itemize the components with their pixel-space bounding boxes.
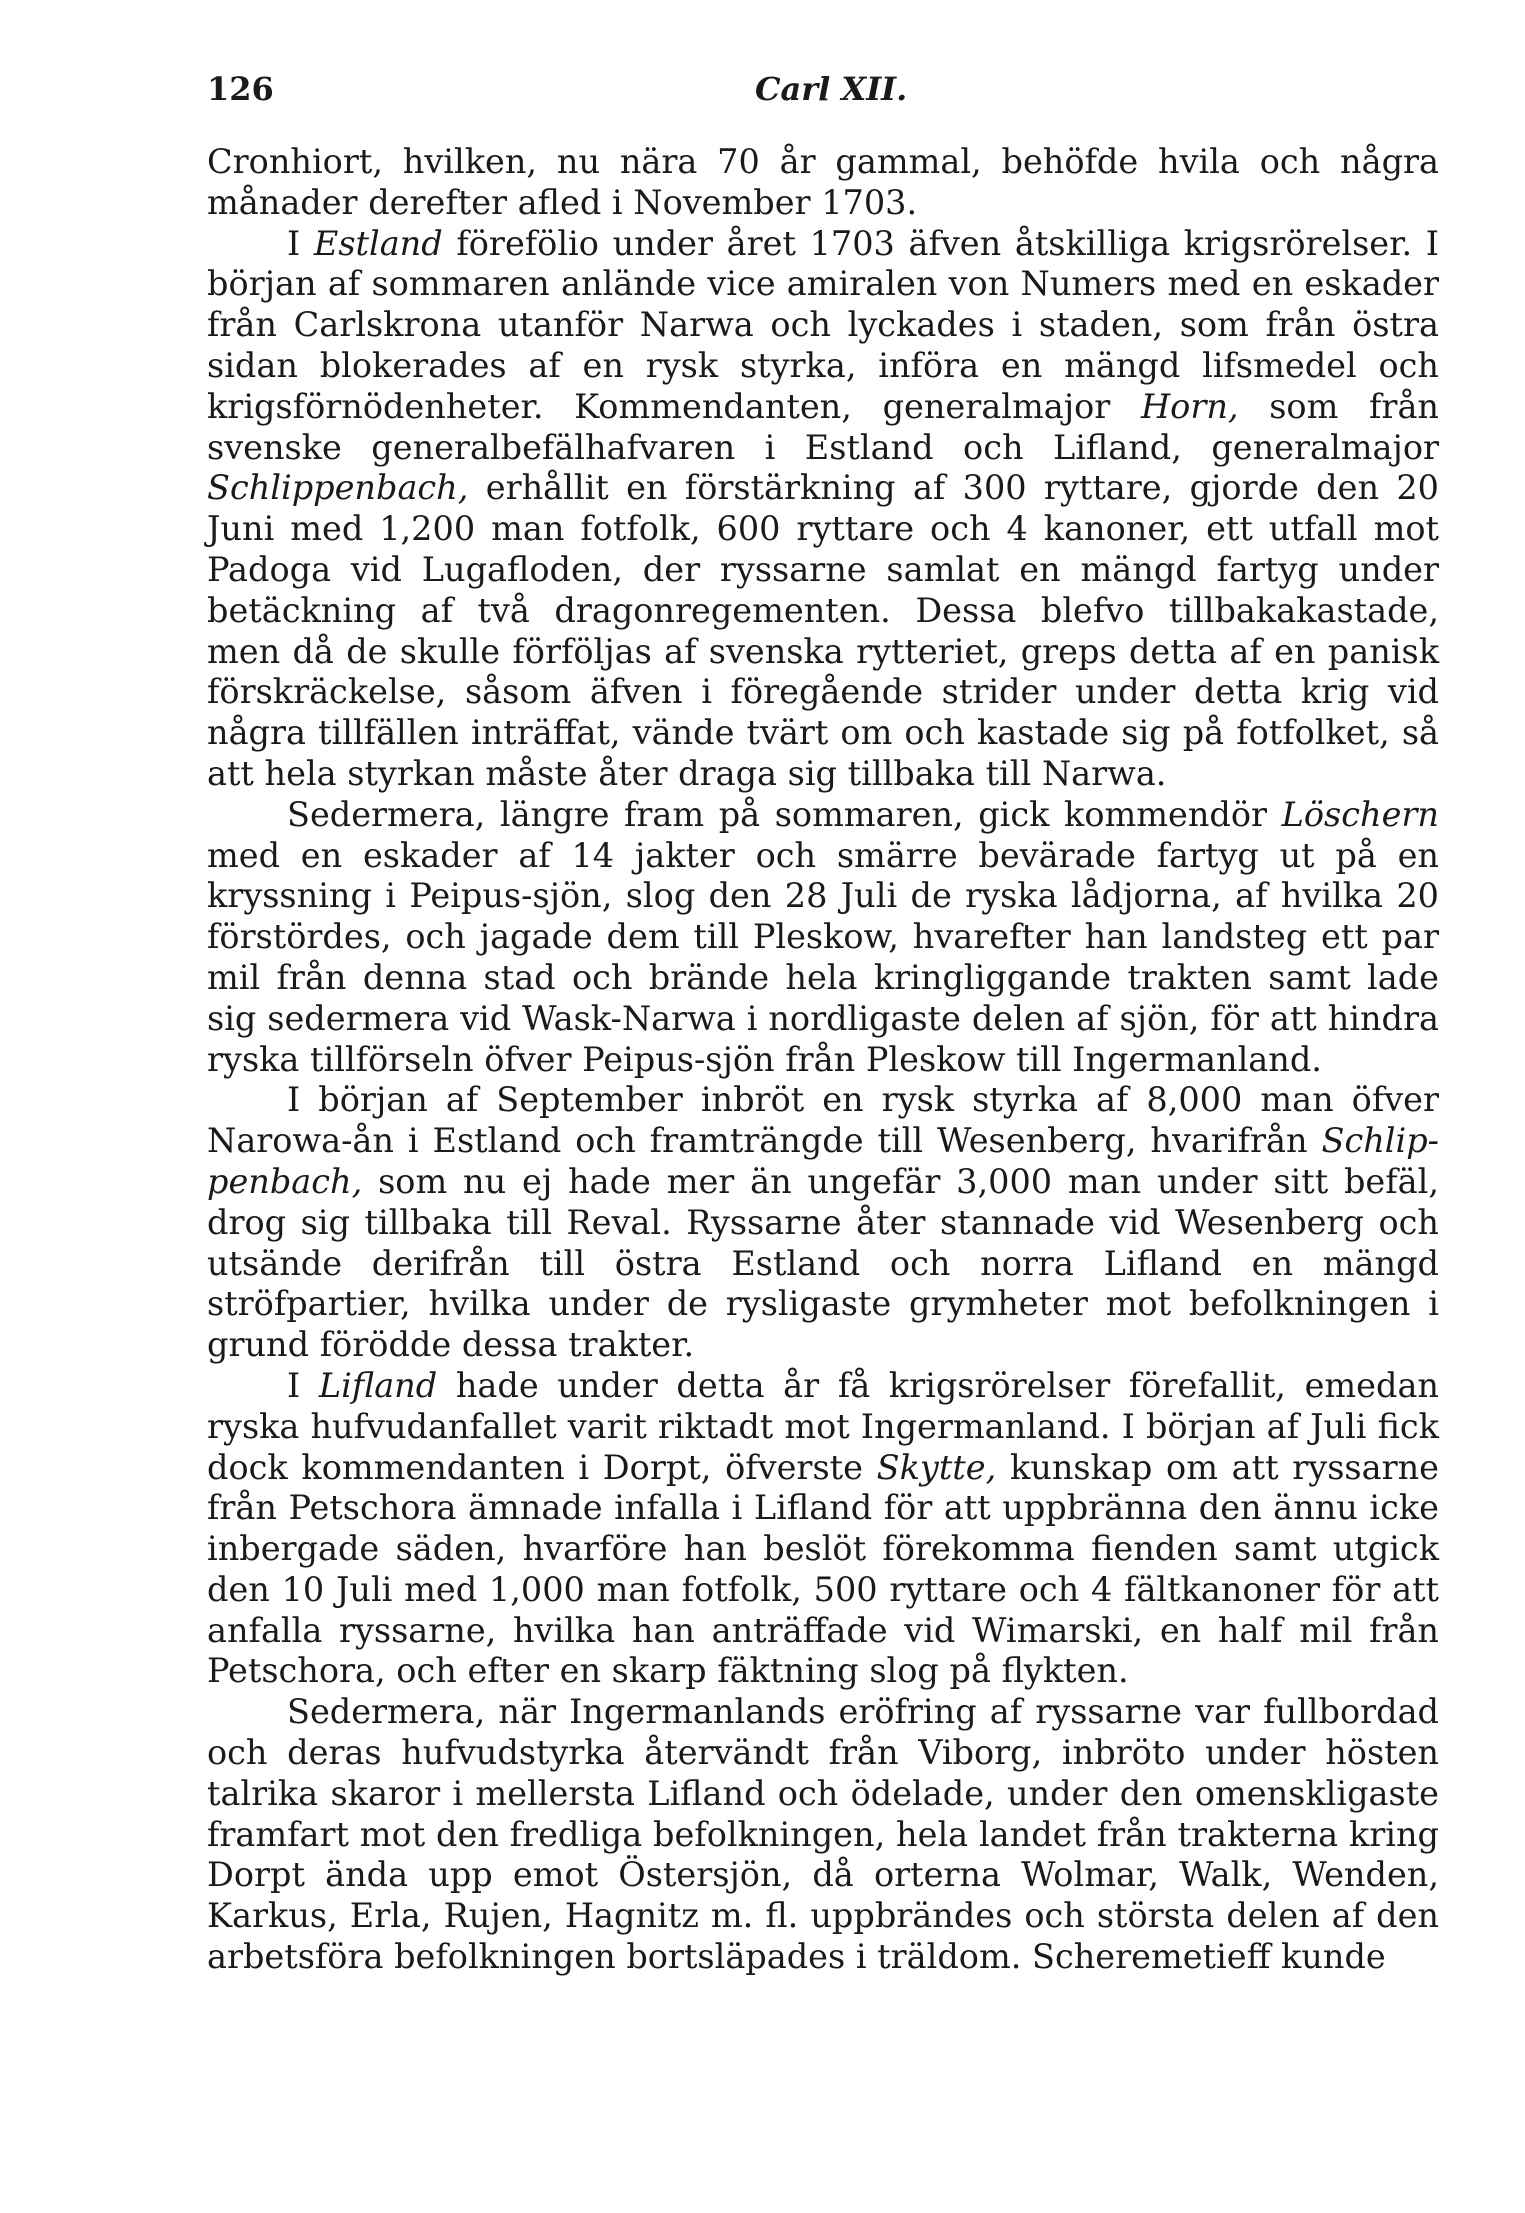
paragraph bbox=[207, 1080, 1439, 1366]
italic-name: Estland bbox=[313, 223, 443, 263]
italic-name: Löschern bbox=[1281, 794, 1439, 834]
paragraph bbox=[207, 795, 1439, 1081]
book-page bbox=[207, 70, 1439, 1978]
text-run: Sedermera, när Ingermanlands eröfring af ryssarne var fullbordad och deras hufvudstyrka återvändt från Viborg, inbröto under hösten talrika skaror i mellersta Lifland och ödelade, under den omenskligaste framfart mot den fredliga befolkningen, hela landet från trakterna kring Dorpt ända upp emot Östersjön, då orterna Wolmar, Walk, Wenden, Karkus, Erla, Rujen, Hagnitz m. fl. uppbrändes och största delen af den arbetsföra befolkningen bortsläpades i träldom. Scheremetieff kunde bbox=[207, 1692, 1439, 1977]
paragraph bbox=[207, 1366, 1439, 1692]
text-run: Sedermera, längre fram på sommaren, gick kommendör bbox=[287, 794, 1282, 834]
page-number: 126 bbox=[207, 70, 274, 108]
text-run: förefölio under året 1703 äfven åtskilliga krigsrörelser. I början af sommaren anlände vice amiralen von Numers med en eskader från Carlskrona utanför Narwa och lyckades i staden, som från östra sidan blokerades af en rysk styrka, införa en mängd lifsmedel och krigsförnödenheter. Kommendanten, generalmajor bbox=[207, 223, 1439, 426]
text-run: som nu ej hade mer än ungefär 3,000 man under sitt befäl, drog sig tillbaka till Reval. Ryssarne åter stannade vid Wesenberg och utsände derifrån till östra Estland och norra Lifland en mängd ströfpartier, hvilka under de rysligaste grymheter mot befolkningen i grund förödde dessa trakter. bbox=[207, 1161, 1439, 1365]
italic-name: Horn, bbox=[1140, 386, 1239, 426]
italic-name: Skytte, bbox=[876, 1447, 997, 1487]
paragraph bbox=[207, 142, 1439, 224]
text-run: som från svenske generalbefälhafvaren i Estland och Lifland, generalmajor bbox=[207, 386, 1439, 467]
paragraph bbox=[207, 224, 1439, 795]
italic-name: Lifland bbox=[318, 1365, 438, 1405]
running-title: Carl XII. bbox=[755, 70, 908, 108]
text-run: kunskap om att ryssarne från Petschora ämnade infalla i Lifland för att uppbränna den ännu icke inbergade säden, hvarföre han beslöt förekomma fienden samt utgick den 10 Juli med 1,000 man fotfolk, 500 ryttare och 4 fältkanoner för att anfalla ryssarne, hvilka han anträffade vid Wimarski, en half mil från Petschora, och efter en skarp fäktning slog på flykten. bbox=[207, 1447, 1440, 1691]
text-run: hade under detta år få krigsrörelser förefallit, emedan ryska hufvudanfallet varit riktadt mot Ingermanland. I början af Juli fick dock kommendanten i Dorpt, öfverste bbox=[207, 1365, 1439, 1487]
paragraph bbox=[207, 1692, 1439, 1978]
italic-name: Schlippenbach, bbox=[207, 468, 469, 508]
running-head bbox=[207, 70, 1439, 130]
text-run: Cronhiort, hvilken, nu nära 70 år gammal, behöfde hvila och några månader derefter afled i November 1703. bbox=[207, 142, 1439, 222]
text-run: I bbox=[287, 223, 314, 263]
italic-name: Schlippenbach, bbox=[207, 1121, 1439, 1201]
text-run: I bbox=[287, 1365, 319, 1405]
text-run: erhållit en förstärkning af 300 ryttare, gjorde den 20 Juni med 1,200 man fotfolk, 600 ryttare och 4 kanoner, ett utfall mot Padoga vid Lugafloden, der ryssarne samlat en mängd fartyg under betäckning af två dragonregementen. Dessa blefvo tillbakakastade, men då de skulle förföljas af svenska rytteriet, greps detta af en panisk förskräckelse, såsom äfven i föregående strider under detta krig vid några tillfällen inträffat, vände tvärt om och kastade sig på fotfolket, så att hela styrkan måste åter draga sig tillbaka till Narwa. bbox=[207, 468, 1439, 793]
body-text bbox=[207, 142, 1439, 1978]
text-run: I början af September inbröt en rysk styrka af 8,000 man öfver Narowa-ån i Estland och framträngde till Wesenberg, hvarifrån bbox=[207, 1080, 1439, 1161]
text-run: med en eskader af 14 jakter och smärre beväradе fartyg ut på en kryssning i Peipus-sjön, slog den 28 Juli de ryska lådjorna, af hvilka 20 förstördes, och jagade dem till Pleskow, hvarefter han landsteg ett par mil från denna stad och brände hela kringliggande trakten samt lade sig sedermera vid Wask-Narwa i nordligaste delen af sjön, för att hindra ryska tillförseln öfver Peipus-sjön från Pleskow till Ingermanland. bbox=[207, 835, 1439, 1079]
